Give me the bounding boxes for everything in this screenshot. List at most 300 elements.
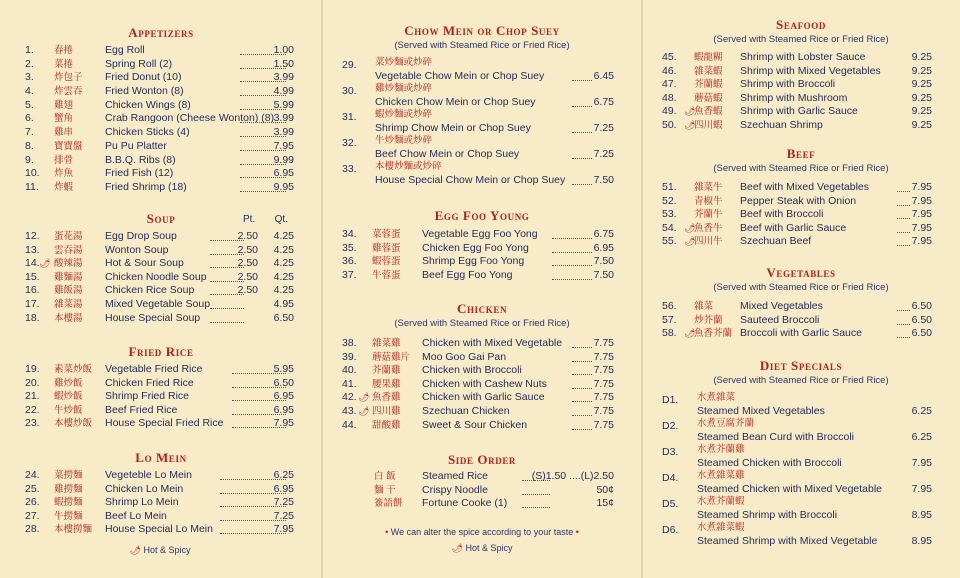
item-name: Beef with Broccoli (740, 208, 824, 221)
item-name: Spring Roll (2) (105, 57, 173, 70)
item-price: 7.25 (593, 122, 614, 134)
hot-pepper-icon: 🌶 (129, 545, 141, 555)
quart-price: 6.50 (273, 311, 294, 324)
menu-item-row (642, 446, 960, 472)
item-name: Beef Chow Mein or Chop Suey (375, 148, 520, 160)
item-number: 45. (662, 51, 677, 63)
item-name: Steamed Shrimp with Mixed Vegetable (697, 535, 878, 547)
item-name: Pepper Steak with Onion (740, 194, 857, 207)
item-name: Beef with Garlic Sauce (740, 221, 847, 234)
item-name: Steamed Chicken with Mixed Vegetable (697, 483, 883, 495)
menu-panel-right (642, 0, 960, 578)
item-name: Chicken Lo Mein (105, 482, 184, 495)
chinese-name: 本樓炒麵或炒碎 (375, 161, 442, 172)
item-number: 5. (25, 98, 34, 111)
item-name: Mixed Vegetable Soup (105, 297, 211, 310)
hot-spicy-text: Hot & Spicy (465, 543, 513, 553)
chinese-name: 芥蘭牛 (694, 209, 723, 221)
item-number: 15. (25, 270, 40, 283)
chinese-name: 蝦蓉蛋 (372, 256, 401, 268)
item-price: 9.25 (911, 64, 932, 77)
section-title: Diet Specials (759, 358, 843, 373)
chicken-section (322, 300, 642, 432)
item-name: Shrimp with Broccoli (740, 78, 836, 91)
menu-item-row (0, 99, 322, 113)
menu-item-row (642, 181, 960, 195)
chinese-name: 春捲 (54, 45, 74, 56)
item-price: 7.95 (911, 194, 932, 207)
item-number: 52. (662, 194, 677, 207)
pint-price: 2.50 (237, 243, 258, 256)
item-number: 35. (342, 241, 357, 254)
item-price: 6.50 (911, 300, 932, 312)
item-name: Egg Drop Soup (105, 230, 177, 242)
menu-item-row (642, 105, 960, 119)
item-number: D3. (662, 446, 679, 458)
item-name: Fried Wonton (8) (105, 85, 184, 98)
menu-item-row (322, 497, 642, 511)
item-number: 46. (662, 64, 677, 77)
item-name: Beef Egg Foo Yong (422, 268, 513, 281)
menu-item-row (0, 312, 322, 326)
item-number: 3. (25, 71, 34, 84)
item-price: 6.50 (273, 376, 294, 389)
dot-leader (572, 337, 592, 348)
item-number: 7. (25, 126, 34, 139)
item-list (322, 337, 642, 432)
chinese-name: 菜蓉蛋 (372, 229, 401, 240)
lo-mein-section (0, 449, 322, 537)
item-price: 7.95 (911, 208, 932, 221)
item-number: 50. (662, 118, 677, 131)
menu-item-row (0, 469, 322, 483)
menu-item-row (642, 300, 960, 314)
section-title: Beef (786, 146, 816, 161)
chinese-name: 甜酸雞 (372, 419, 401, 431)
menu-item-row (0, 112, 322, 126)
item-list (0, 469, 322, 537)
item-price: 7.50 (593, 174, 614, 186)
section-subtitle: (Served with Steamed Rice or Fried Rice) (713, 34, 889, 45)
item-name: House Special Fried Rice (105, 417, 224, 430)
chinese-name: 雞撈麵 (54, 483, 83, 495)
menu-item-row (0, 140, 322, 154)
item-name: Fried Fish (12) (105, 167, 174, 180)
menu-item-row (0, 71, 322, 85)
item-price: 8.95 (911, 509, 932, 521)
section-subtitle: (Served with Steamed Rice or Fried Rice) (713, 282, 889, 293)
item-price: 9.25 (911, 78, 932, 91)
item-list (642, 394, 960, 550)
dot-leader (210, 312, 244, 323)
item-price: 1.50 (273, 57, 294, 70)
item-number: 13. (25, 243, 40, 256)
chinese-name: 菜撈麵 (54, 470, 83, 481)
item-name: Chicken Wings (8) (105, 98, 191, 111)
item-price: 7.95 (911, 221, 932, 234)
menu-item-row (0, 257, 322, 271)
item-price: 3.99 (273, 126, 294, 139)
menu-item-row (642, 498, 960, 524)
dot-leader (572, 351, 592, 362)
item-number: 56. (662, 300, 677, 312)
item-price: 7.25 (273, 509, 294, 522)
item-number: 14. (25, 257, 40, 270)
item-number: 16. (25, 284, 40, 297)
section-title: Egg Foo Young (434, 208, 530, 223)
chinese-name: 炸包子 (54, 72, 83, 84)
item-price: 6.95 (273, 482, 294, 495)
item-price: 7.50 (593, 255, 614, 268)
chinese-name: 炸雲吞 (54, 86, 83, 98)
item-number: 8. (25, 139, 34, 152)
chinese-name: 酸辣湯 (54, 258, 83, 270)
item-price: 6.75 (593, 228, 614, 240)
item-name: Steamed Rice (422, 470, 488, 482)
menu-item-row (0, 181, 322, 195)
item-price: 6.50 (911, 313, 932, 326)
menu-item-row (642, 314, 960, 328)
chinese-name: 水煮芥蘭蝦 (697, 496, 745, 507)
item-number: D1. (662, 394, 679, 406)
item-name: Chicken Fried Rice (105, 376, 194, 389)
menu-item-row (642, 65, 960, 79)
menu-item-row (322, 419, 642, 433)
menu-item-row (322, 378, 642, 392)
item-price: 6.25 (911, 431, 932, 443)
item-number: 6. (25, 112, 34, 125)
item-number: 28. (25, 523, 40, 536)
dot-leader (210, 298, 244, 309)
item-name: Shrimp with Mixed Vegetables (740, 64, 881, 77)
section-title: Chicken (456, 301, 508, 316)
item-number: 34. (342, 228, 357, 240)
menu-item-row (0, 85, 322, 99)
item-number: 36. (342, 255, 357, 268)
item-name: Pu Pu Platter (105, 139, 167, 152)
item-number: 17. (25, 297, 40, 310)
item-number: 58. (662, 327, 677, 340)
item-number: 19. (25, 363, 40, 375)
dot-leader (897, 327, 910, 338)
chinese-name: 本樓湯 (54, 312, 83, 324)
menu-item-row (0, 44, 322, 58)
item-price: (S)1.50 ....(L)2.50 (531, 470, 614, 482)
hot-pepper-icon: 🌶 (684, 106, 696, 117)
item-price: 7.50 (593, 268, 614, 281)
item-name: Szechuan Shrimp (740, 118, 823, 131)
item-price: 7.95 (273, 417, 294, 430)
chinese-name: 蝦撈麵 (54, 497, 83, 509)
chinese-name: 蟹角 (54, 113, 74, 125)
item-number: 55. (662, 235, 677, 248)
quart-price: 4.25 (273, 230, 294, 242)
item-price: 8.95 (911, 535, 932, 547)
item-price: 5.99 (273, 98, 294, 111)
item-name: Steamed Bean Curd with Broccoli (697, 431, 854, 443)
item-number: 21. (25, 390, 40, 403)
menu-item-row (322, 85, 642, 111)
quart-price: 4.95 (273, 297, 294, 310)
dot-leader (552, 228, 592, 239)
chinese-name: 水煮雜菜 (697, 392, 736, 403)
chinese-name: 素菜炒飯 (54, 364, 93, 375)
item-name: Chicken Chow Mein or Chop Suey (375, 96, 536, 108)
section-subtitle: (Served with Steamed Rice or Fried Rice) (394, 318, 570, 329)
section-title-text: Soup (146, 211, 176, 226)
dot-leader (897, 314, 910, 325)
section-title: Fried Rice (128, 344, 194, 359)
dot-leader (572, 96, 592, 107)
chinese-name: 水煮雜菜雞 (697, 470, 745, 481)
item-number: 2. (25, 57, 34, 70)
chinese-name: 菜炒麵或炒碎 (375, 57, 433, 68)
diet-specials-section (642, 357, 960, 550)
chinese-name: 本樓炒飯 (54, 418, 93, 430)
dot-leader (897, 222, 910, 233)
item-name: Shrimp with Garlic Sauce (740, 105, 858, 118)
chinese-name: 雜菜 (694, 301, 714, 312)
item-number: 12. (25, 230, 40, 242)
section-title: Chow Mein or Chop Suey (404, 23, 560, 38)
menu-item-row (0, 126, 322, 140)
menu-item-row (0, 244, 322, 258)
item-price: 5.95 (273, 363, 294, 375)
quart-price: 4.25 (273, 243, 294, 256)
dot-leader (522, 484, 550, 495)
chinese-name: 雞蓉蛋 (372, 242, 401, 254)
item-name: House Special Chow Mein or Chop Suey (375, 174, 566, 186)
menu-item-row (0, 271, 322, 285)
item-name: House Special Lo Mein (105, 523, 213, 536)
hot-pepper-icon: 🌶 (39, 258, 51, 269)
dot-leader (552, 269, 592, 280)
item-name: Steamed Chicken with Broccoli (697, 457, 842, 469)
item-price: 6.75 (593, 96, 614, 108)
item-name: Vegetable Fried Rice (105, 363, 203, 375)
section-title (0, 210, 322, 227)
item-price: 6.25 (911, 405, 932, 417)
item-list (642, 51, 960, 133)
item-price: 7.75 (593, 418, 614, 431)
item-name: House Special Soup (105, 311, 201, 324)
chinese-name: 四川蝦 (694, 119, 723, 131)
item-name: Shrimp with Mushroom (740, 91, 848, 104)
chinese-name: 腰果雞 (372, 378, 401, 390)
item-price: 7.75 (593, 391, 614, 404)
item-price: 7.75 (593, 377, 614, 390)
item-price: 50¢ (596, 483, 614, 496)
item-number: 23. (25, 417, 40, 430)
chinese-name: 雜菜湯 (54, 298, 83, 310)
item-name: Shrimp Chow Mein or Chop Suey (375, 122, 531, 134)
menu-item-row (642, 524, 960, 550)
item-price: 7.25 (593, 148, 614, 160)
chinese-name: 雞串 (54, 127, 74, 139)
hot-spicy-legend (100, 545, 220, 556)
section-title: Vegetables (766, 265, 836, 280)
item-name: Crispy Noodle (422, 483, 488, 496)
item-price: 7.75 (593, 364, 614, 377)
menu-item-row (0, 363, 322, 377)
item-name: Shrimp Egg Foo Yong (422, 255, 525, 268)
item-price: 6.95 (273, 403, 294, 416)
menu-item-row (322, 242, 642, 256)
item-price: 6.45 (593, 70, 614, 82)
hot-pepper-icon: 🌶 (684, 222, 696, 233)
item-name: B.B.Q. Ribs (8) (105, 153, 176, 166)
chinese-name: 雞炒麵或炒碎 (375, 83, 433, 94)
chinese-name: 魚香芥蘭 (694, 328, 733, 340)
menu-item-row (322, 391, 642, 405)
chinese-name: 水煮芥蘭雞 (697, 444, 745, 455)
chinese-name: 雲吞湯 (54, 244, 83, 256)
pint-price: 2.50 (237, 284, 258, 297)
menu-item-row (642, 394, 960, 420)
item-number: 44. (342, 418, 357, 431)
dot-leader (897, 235, 910, 246)
menu-item-row (0, 510, 322, 524)
menu-item-row (0, 496, 322, 510)
item-number: 24. (25, 469, 40, 481)
dot-leader (572, 174, 592, 185)
menu-item-row (322, 228, 642, 242)
item-number: D4. (662, 472, 679, 484)
menu-item-row (0, 284, 322, 298)
item-number: 40. (342, 364, 357, 377)
item-list (0, 363, 322, 431)
item-name: Vegetable Egg Foo Yong (422, 228, 538, 240)
chinese-name: 牛蓉蛋 (372, 269, 401, 281)
chinese-name: 蝦炒飯 (54, 391, 83, 403)
side-order-section (322, 451, 642, 511)
item-name: Steamed Mixed Vegetables (697, 405, 825, 417)
quart-price: 4.25 (273, 270, 294, 283)
item-list (322, 228, 642, 282)
chinese-name: 寶寶盤 (54, 140, 83, 152)
item-name: Beef Lo Mein (105, 509, 167, 522)
item-list (0, 230, 322, 325)
item-name: Shrimp Lo Mein (105, 496, 179, 509)
item-price: 7.95 (911, 235, 932, 248)
menu-item-row (0, 523, 322, 537)
section-title: Seafood (776, 17, 826, 32)
item-name: Chicken with Cashew Nuts (422, 377, 547, 390)
menu-item-row (0, 483, 322, 497)
fried-rice-section (0, 343, 322, 431)
chinese-name: 四川牛 (694, 236, 723, 248)
item-number: 10. (25, 167, 40, 180)
item-list (322, 59, 642, 189)
item-number: 4. (25, 85, 34, 98)
item-price: 4.99 (273, 85, 294, 98)
pint-quart-header (243, 211, 288, 228)
dot-leader (522, 497, 550, 508)
item-number: 54. (662, 221, 677, 234)
item-price: 9.25 (911, 118, 932, 131)
vegetables-section (642, 264, 960, 341)
chinese-name: 牛炒飯 (54, 404, 83, 416)
chinese-name: 炸魚 (54, 168, 74, 180)
item-number: D5. (662, 498, 679, 510)
item-price: 7.75 (593, 404, 614, 417)
chinese-name: 魚香蝦 (694, 106, 723, 118)
pint-price: 2.50 (237, 230, 258, 242)
item-name: Chicken with Mixed Vegetable (422, 337, 563, 349)
menu-item-row (322, 470, 642, 484)
dot-leader (572, 378, 592, 389)
item-name: Chicken with Garlic Sauce (422, 391, 545, 404)
item-name: Egg Roll (105, 44, 145, 56)
item-name: Mixed Vegetables (740, 300, 823, 312)
chinese-name: 蝦炒麵或炒碎 (375, 109, 433, 120)
item-price: 6.95 (593, 241, 614, 254)
item-name: Chicken Rice Soup (105, 284, 195, 297)
menu-item-row (322, 111, 642, 137)
menu-panel-left (0, 0, 322, 578)
hot-spicy-text: Hot & Spicy (143, 545, 191, 555)
menu-item-row (0, 230, 322, 244)
chinese-name: 蘑菇蝦 (694, 92, 723, 104)
item-name: Szechuan Beef (740, 235, 812, 248)
item-name: Szechuan Chicken (422, 404, 510, 417)
menu-item-row (0, 404, 322, 418)
section-subtitle: (Served with Steamed Rice or Fried Rice) (394, 40, 570, 51)
item-name: Beef with Mixed Vegetables (740, 181, 869, 193)
item-number: 18. (25, 311, 40, 324)
menu-item-row (642, 78, 960, 92)
dot-leader (897, 300, 910, 311)
menu-item-row (642, 235, 960, 249)
item-price: 6.95 (273, 167, 294, 180)
chinese-name: 炒芥蘭 (694, 314, 723, 326)
item-name: Wonton Soup (105, 243, 169, 256)
menu-item-row (322, 269, 642, 283)
item-name: Beef Fried Rice (105, 403, 178, 416)
section-subtitle: (Served with Steamed Rice or Fried Rice) (713, 375, 889, 386)
chinese-name: 白 飯 (374, 471, 396, 482)
pint-price: 2.50 (237, 270, 258, 283)
dot-leader (552, 255, 592, 266)
item-price: 9.25 (911, 51, 932, 63)
hot-pepper-icon: 🌶 (451, 543, 463, 553)
item-name: Hot & Sour Soup (105, 257, 184, 270)
beef-section (642, 145, 960, 249)
section-title: Side Order (447, 452, 517, 467)
menu-item-row (642, 92, 960, 106)
item-number: 11. (25, 180, 39, 193)
item-list (642, 181, 960, 249)
section-subtitle: (Served with Steamed Rice or Fried Rice) (713, 163, 889, 174)
chinese-name: 牛炒麵或炒碎 (375, 135, 433, 146)
spice-note: • We can alter the spice according to your taste • (385, 527, 579, 537)
menu-item-row (322, 337, 642, 351)
dot-leader (552, 242, 592, 253)
pint-price: 2.50 (237, 257, 258, 270)
item-number: 39. (342, 350, 357, 363)
item-price: 6.25 (273, 469, 294, 481)
item-price: 1.00 (273, 44, 294, 56)
item-number: 57. (662, 313, 677, 326)
dot-leader (572, 391, 592, 402)
item-number: 26. (25, 496, 40, 509)
chinese-name: 本樓撈麵 (54, 524, 93, 536)
item-number: 41. (342, 377, 357, 390)
item-name: Vegeteble Lo Mein (105, 469, 192, 481)
seafood-section (642, 16, 960, 133)
hot-pepper-icon: 🌶 (358, 392, 370, 403)
chinese-name: 四川雞 (372, 405, 401, 417)
